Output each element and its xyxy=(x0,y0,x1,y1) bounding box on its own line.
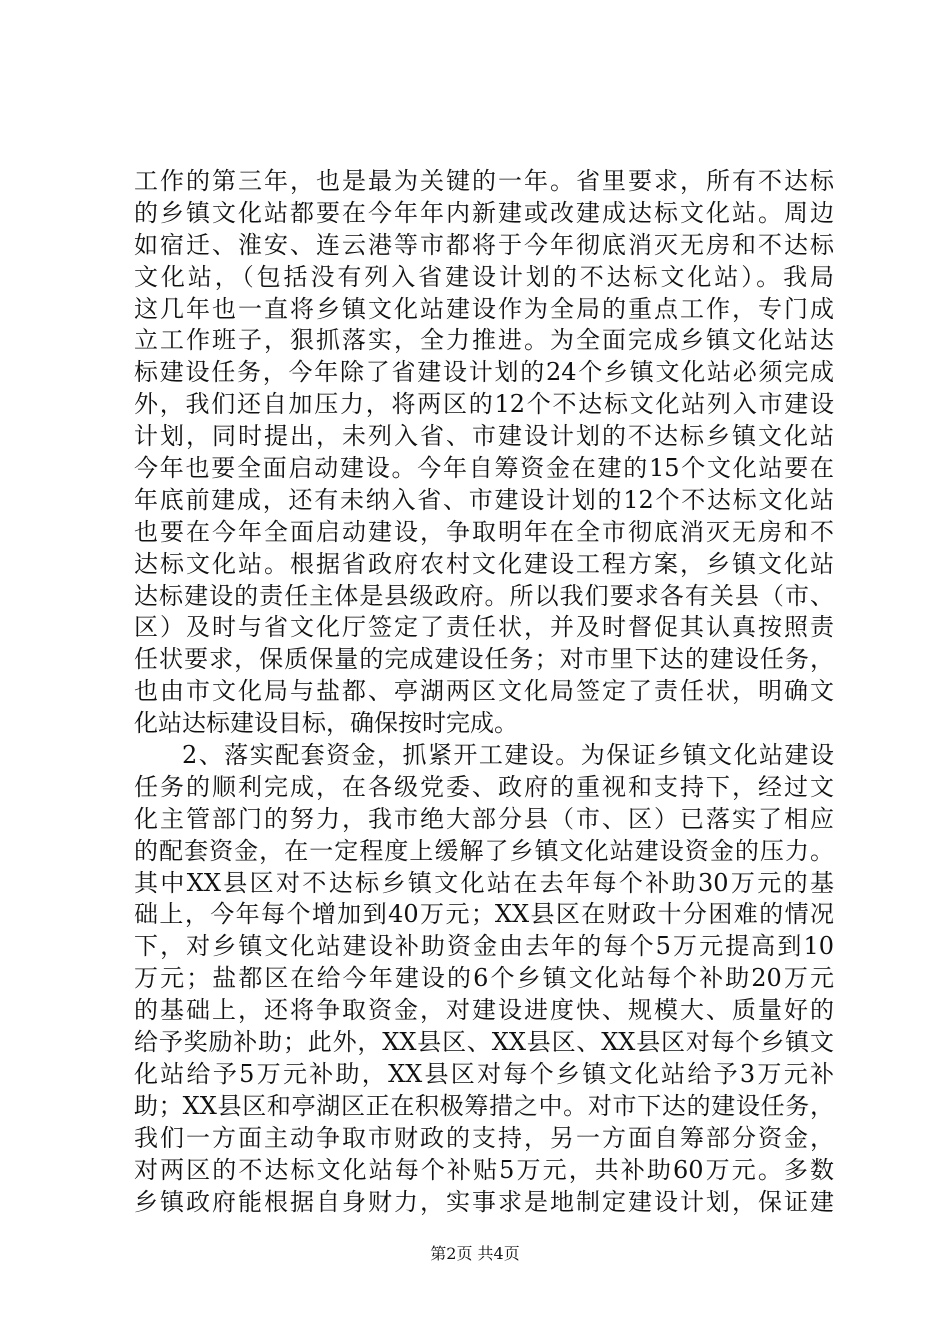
text-line: 万元；盐都区在给今年建设的6个乡镇文化站每个补助20万元 xyxy=(134,964,834,993)
body-text xyxy=(134,166,834,1218)
text-line: 下，对乡镇文化站建设补助资金由去年的每个5万元提高到10 xyxy=(134,932,834,961)
text-line: 立工作班子，狠抓落实，全力推进。为全面完成乡镇文化站达 xyxy=(134,326,834,355)
text-line: 的配套资金，在一定程度上缓解了乡镇文化站建设资金的压力。 xyxy=(134,836,834,865)
text-line: 任状要求，保质保量的完成建设任务；对市里下达的建设任务， xyxy=(134,645,834,674)
text-line: 区）及时与省文化厅签定了责任状，并及时督促其认真按照责 xyxy=(134,613,834,642)
text-line: 计划，同时提出，未列入省、市建设计划的不达标乡镇文化站 xyxy=(134,422,834,451)
text-line: 外，我们还自加压力，将两区的12个不达标文化站列入市建设 xyxy=(134,390,834,419)
text-line: 的基础上，还将争取资金，对建设进度快、规模大、质量好的 xyxy=(134,996,834,1025)
text-line: 今年也要全面启动建设。今年自筹资金在建的15个文化站要在 xyxy=(134,454,834,483)
text-line: 乡镇政府能根据自身财力，实事求是地制定建设计划，保证建 xyxy=(134,1187,834,1216)
text-line: 年底前建成，还有未纳入省、市建设计划的12个不达标文化站 xyxy=(134,485,834,514)
text-line: 也要在今年全面启动建设，争取明年在全市彻底消灭无房和不 xyxy=(134,517,834,546)
text-line: 的乡镇文化站都要在今年年内新建或改建成达标文化站。周边 xyxy=(134,198,834,227)
paragraph-first-line: 2、落实配套资金，抓紧开工建设。为保证乡镇文化站建设 xyxy=(182,741,834,770)
text-line: 化站给予5万元补助，XX县区对每个乡镇文化站给予3万元补 xyxy=(134,1059,834,1088)
text-line: 化站达标建设目标，确保按时完成。 xyxy=(134,709,518,738)
text-line: 任务的顺利完成，在各级党委、政府的重视和支持下，经过文 xyxy=(134,772,834,801)
text-line: 化主管部门的努力，我市绝大部分县（市、区）已落实了相应 xyxy=(134,804,834,833)
text-line: 达标建设的责任主体是县级政府。所以我们要求各有关县（市、 xyxy=(134,581,834,610)
text-line: 如宿迁、淮安、连云港等市都将于今年彻底消灭无房和不达标 xyxy=(134,230,834,259)
text-line: 其中XX县区对不达标乡镇文化站在去年每个补助30万元的基 xyxy=(134,868,834,897)
page-number: 第2页 共4页 xyxy=(430,1244,520,1263)
text-line: 给予奖励补助；此外，XX县区、XX县区、XX县区对每个乡镇文 xyxy=(134,1028,834,1057)
text-line: 工作的第三年，也是最为关键的一年。省里要求，所有不达标 xyxy=(134,167,834,195)
text-line: 文化站，（包括没有列入省建设计划的不达标文化站）。我局 xyxy=(134,262,834,291)
text-line: 助；XX县区和亭湖区正在积极筹措之中。对市下达的建设任务， xyxy=(134,1091,834,1120)
text-line: 达标文化站。根据省政府农村文化建设工程方案，乡镇文化站 xyxy=(134,549,834,578)
text-line: 也由市文化局与盐都、亭湖两区文化局签定了责任状，明确文 xyxy=(134,677,834,706)
text-line: 这几年也一直将乡镇文化站建设作为全局的重点工作，专门成 xyxy=(134,294,834,323)
text-line: 我们一方面主动争取市财政的支持，另一方面自筹部分资金， xyxy=(134,1123,834,1152)
text-line: 础上，今年每个增加到40万元；XX县区在财政十分困难的情况 xyxy=(134,900,834,929)
text-line: 标建设任务，今年除了省建设计划的24个乡镇文化站必须完成 xyxy=(134,358,834,387)
text-line: 对两区的不达标文化站每个补贴5万元，共补助60万元。多数 xyxy=(134,1155,834,1184)
